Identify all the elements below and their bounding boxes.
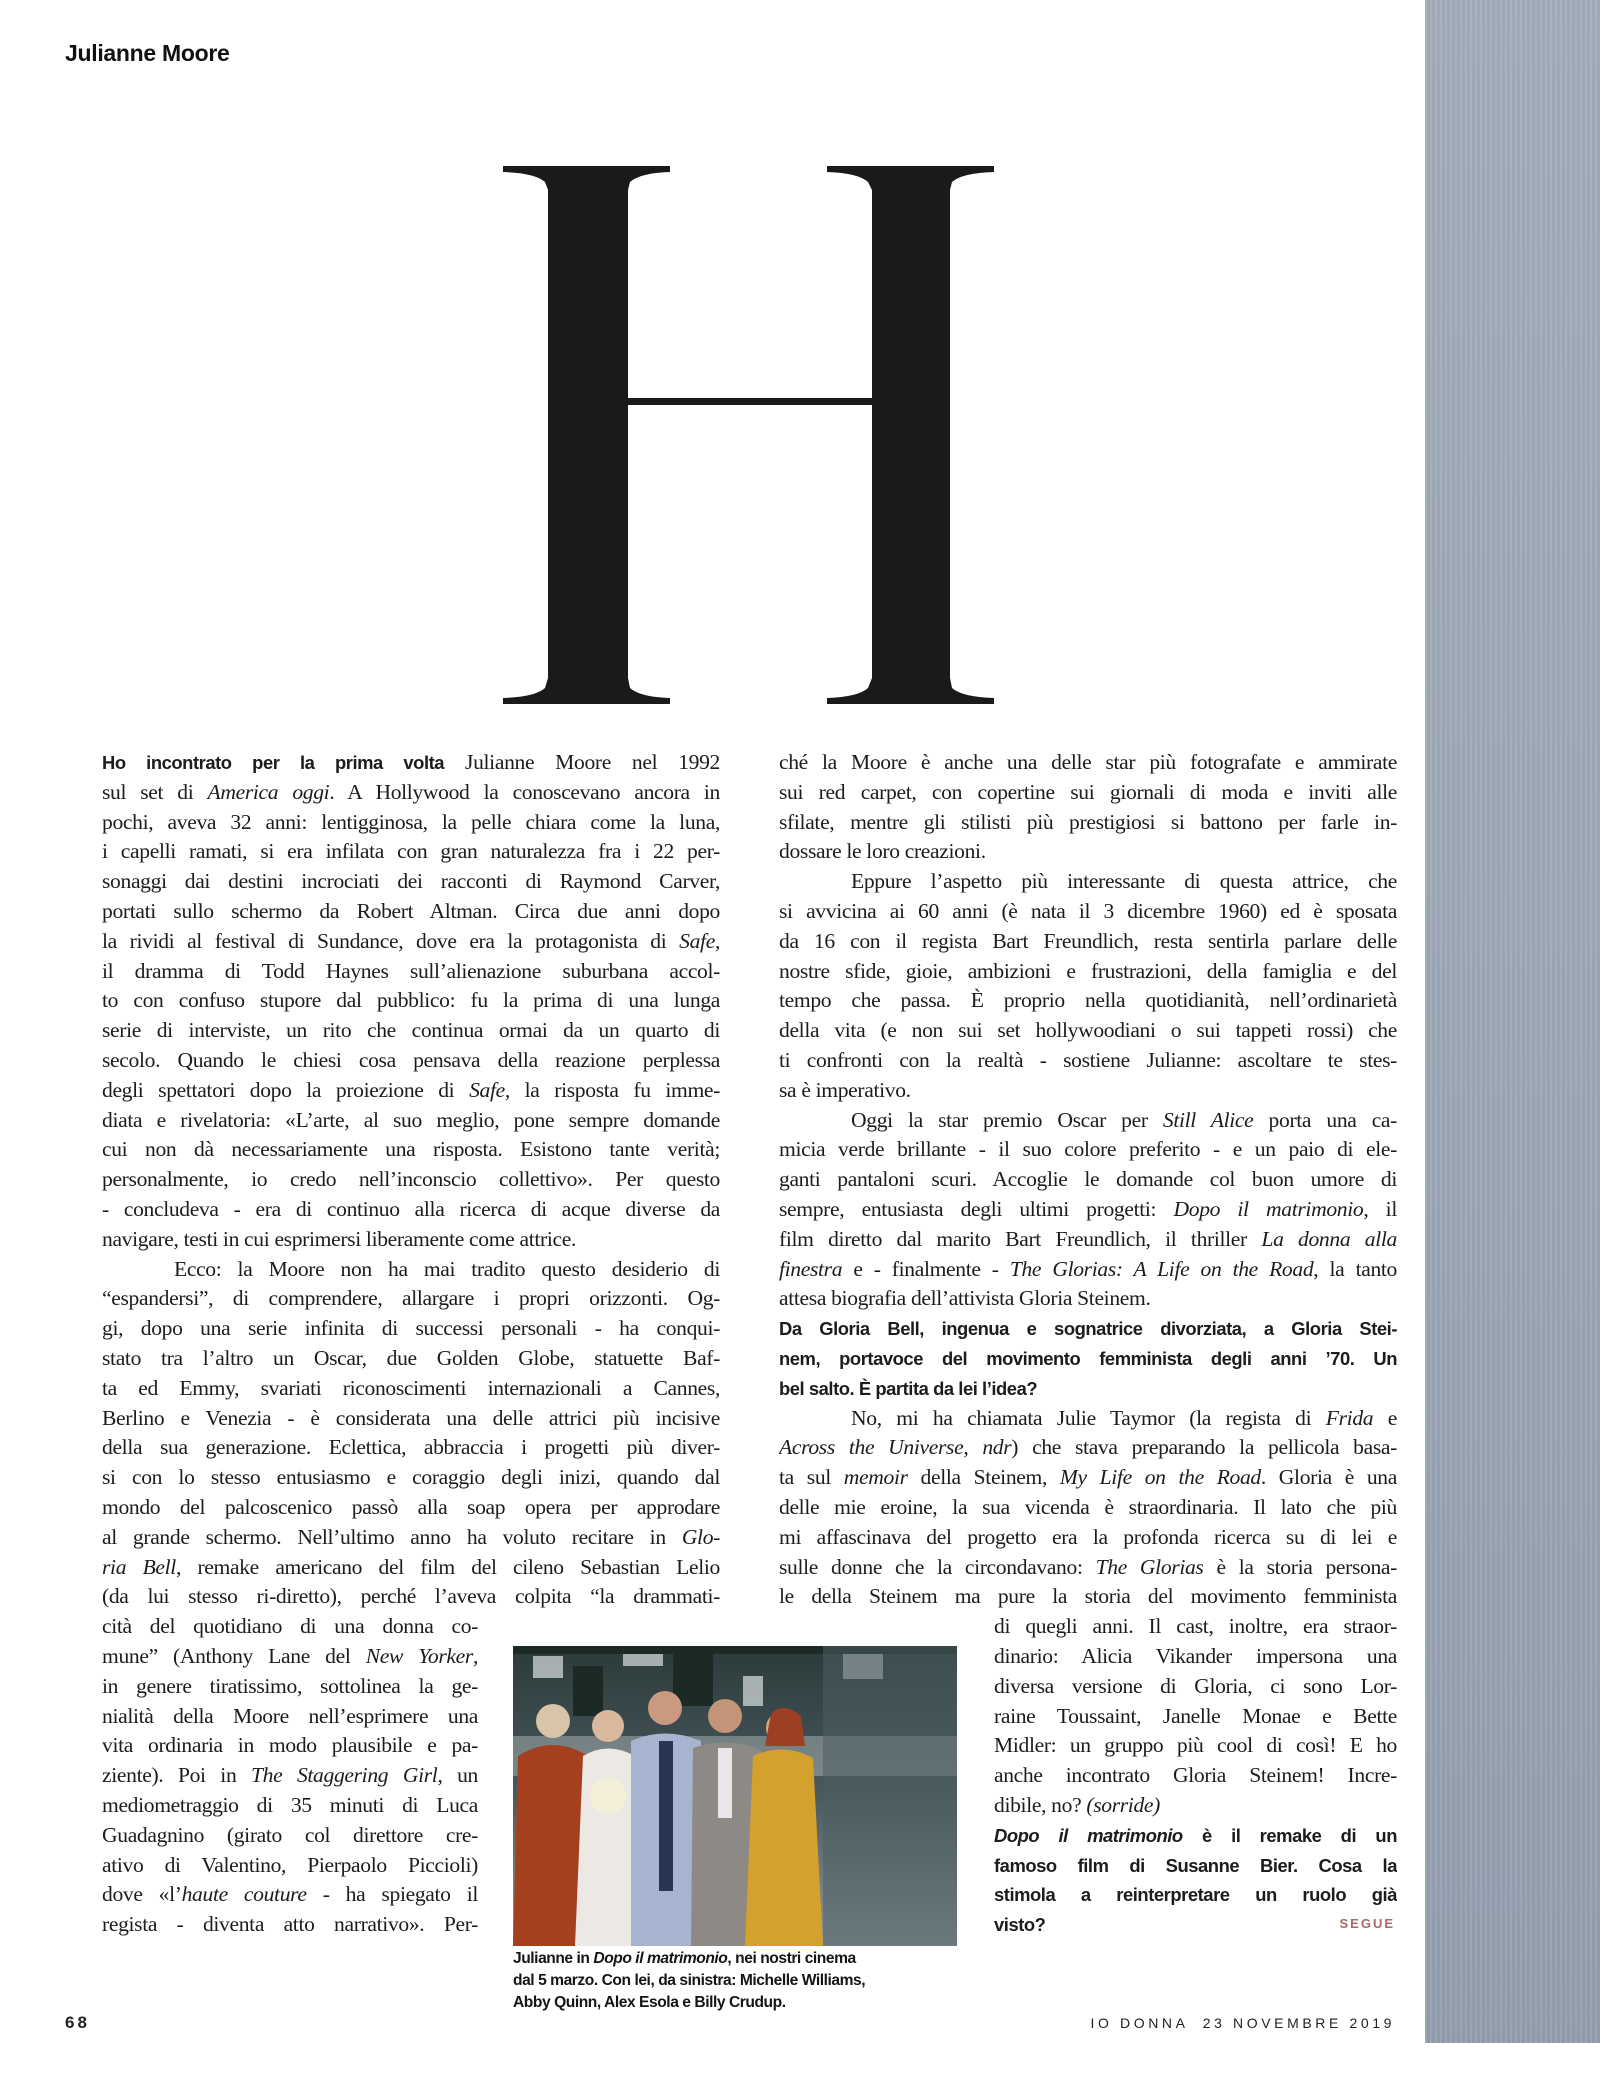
italic-text: Dopo il matrimonio (593, 1950, 728, 1967)
text-line (994, 1760, 1397, 1790)
text-run: è la storia persona- (1203, 1554, 1397, 1579)
text-line (994, 1879, 1397, 1909)
bold-text: visto? (994, 1914, 1046, 1936)
issue-date: IO DONNA 23 NOVEMBRE 2019 (1090, 2015, 1395, 2031)
italic-text: ndr (982, 1435, 1012, 1460)
text-run: degli spettatori dopo la proiezione di (102, 1077, 470, 1102)
italic-text: Across the Universe (779, 1435, 964, 1460)
text-run: cui non dà necessariamente una risposta. Esistono tante verità; (102, 1137, 720, 1162)
italic-text: The Staggering Girl (251, 1763, 438, 1788)
text-run: mi affascinava del progetto era la profonda ricerca su di lei e (779, 1524, 1397, 1549)
italic-text: Frida (1325, 1405, 1374, 1430)
text-run: cità del quotidiano di una donna co- (102, 1614, 478, 1639)
bold-text: Ho incontrato per la prima volta (102, 752, 445, 773)
text-line (779, 1254, 1397, 1284)
text-run: nialità della Moore nell’esprimere una (102, 1703, 478, 1728)
text-line (102, 985, 720, 1015)
text-line (102, 836, 720, 866)
text-run: Julianne Moore nel 1992 (444, 750, 720, 774)
text-run: di quegli anni. Il cast, inoltre, era straor- (994, 1614, 1397, 1639)
text-line (102, 1134, 720, 1164)
text-run: Ecco: la Moore non ha mai tradito questo desiderio di (174, 1256, 720, 1281)
text-line (102, 1701, 478, 1731)
text-run: navigare, testi in cui esprimersi liberamente come attrice. (102, 1226, 577, 1251)
text-run: ganti pantaloni scuri. Accoglie le domande col buon umore di (779, 1167, 1397, 1192)
text-run: sonaggi dai destini incrociati dei racconti di Raymond Carver, (102, 869, 720, 894)
text-run: sfilate, mentre gli stilisti più prestigiosi si battono per farle in- (779, 809, 1397, 834)
text-run: in genere tiratissimo, sottolinea la ge- (102, 1673, 478, 1698)
running-head: Julianne Moore (65, 40, 230, 66)
italic-text: Dopo il matrimonio (1173, 1197, 1364, 1221)
bold-text: bel salto. È partita da lei l’idea? (779, 1377, 1038, 1399)
italic-text: (sorride) (1086, 1793, 1160, 1817)
text-run: dal 5 marzo. Con lei, da sinistra: Michelle Williams, (513, 1972, 866, 1989)
text-run: personalmente, io credo nell’inconscio collettivo». Per questo (102, 1167, 720, 1192)
text-run: e - finalmente - (842, 1256, 1010, 1281)
text-run: , il (1363, 1197, 1397, 1221)
text-run: il dramma di Todd Haynes sull’alienazione suburbana accol- (102, 958, 720, 983)
text-run: “espandersi”, di comprendere, allargare i propri orizzonti. Og- (102, 1286, 720, 1311)
italic-text: My Life on the Road (1059, 1465, 1261, 1490)
text-line (779, 1134, 1397, 1164)
text-run: film diretto dal marito Bart Freundlich, il thriller (779, 1226, 1262, 1251)
text-run: , (963, 1435, 983, 1460)
text-run: ziente). Poi in (102, 1763, 252, 1788)
italic-text: Still Alice (1162, 1107, 1254, 1132)
text-run: i capelli ramati, si era infilata con gran naturalezza fra i 22 per- (102, 839, 720, 864)
text-line (779, 1194, 1397, 1224)
text-run: sul set di (102, 779, 208, 804)
text-run: Guadagnino (girato col direttore cre- (102, 1822, 478, 1847)
text-run: della Steinem, (907, 1465, 1060, 1490)
text-line (102, 1879, 478, 1909)
text-line (779, 1552, 1397, 1582)
text-line (779, 866, 1397, 896)
text-run: , (472, 1644, 478, 1668)
italic-text: Glo- (681, 1524, 720, 1549)
text-run: serie di interviste, un rito che continua ormai da un quarto di (102, 1018, 720, 1043)
italic-text: The Glorias: A Life on the Road (1009, 1256, 1314, 1281)
text-line (779, 777, 1397, 807)
italic-text: memoir (843, 1465, 908, 1490)
italic-text: La donna alla (1261, 1226, 1397, 1251)
text-line (102, 866, 720, 896)
text-run: Abby Quinn, Alex Esola e Billy Crudup. (513, 1994, 786, 2011)
continued-label: SEGUE (1339, 1916, 1395, 1931)
text-run: diversa versione di Gloria, ci sono Lor- (994, 1673, 1397, 1698)
text-line (102, 1105, 720, 1135)
text-line (779, 1105, 1397, 1135)
bold-text: nem, portavoce del movimento femminista degli anni ’70. Un (779, 1348, 1397, 1369)
text-run: No, mi ha chiamata Julie Taymor (la regista di (851, 1405, 1326, 1430)
text-run: al grande schermo. Nell’ultimo anno ha voluto recitare in (102, 1524, 682, 1549)
text-line (102, 807, 720, 837)
text-line (102, 1790, 478, 1820)
text-run: , la tanto (1313, 1256, 1397, 1281)
text-line (779, 1313, 1397, 1343)
text-line (779, 956, 1397, 986)
text-run: pochi, aveva 32 anni: lentigginosa, la pelle chiara come la luna, (102, 809, 720, 834)
text-run: micia verde brillante - il suo colore preferito - e un paio di ele- (779, 1137, 1397, 1162)
text-run: secolo. Quando le chiesi cosa pensava della reazione perplessa (102, 1048, 720, 1072)
bold-text: Da Gloria Bell, ingenua e sognatrice divorziata, a Gloria Stei- (779, 1318, 1397, 1340)
bold-text: famoso film di Susanne Bier. Cosa la (994, 1854, 1397, 1876)
text-run: e (1373, 1405, 1397, 1430)
text-run: mune” (Anthony Lane del (102, 1644, 366, 1668)
text-line (102, 956, 720, 986)
text-line (779, 1462, 1397, 1492)
photo-caption (513, 1948, 973, 2014)
text-line (994, 1730, 1397, 1760)
text-run: nostre sfide, gioie, ambizioni e frustrazioni, della famiglia e del (779, 958, 1397, 983)
text-line (102, 1254, 720, 1284)
text-line (102, 1641, 478, 1671)
text-run: le della Steinem ma pure la storia del movimento femminista (779, 1584, 1397, 1609)
text-line (102, 1313, 720, 1343)
text-line (102, 1462, 720, 1492)
text-line (779, 1283, 1397, 1313)
text-run: . Gloria è una (1260, 1465, 1397, 1490)
text-line (102, 1909, 478, 1939)
text-run: . A Hollywood la conoscevano ancora in (329, 779, 720, 804)
text-line (994, 1701, 1397, 1731)
text-run: mondo del palcoscenico passò alla soap opera per approdare (102, 1495, 720, 1519)
italic-text: Safe (469, 1077, 505, 1102)
text-run: dove «l’ (102, 1882, 182, 1907)
text-run: , nei nostri cinema (727, 1950, 856, 1967)
italic-text: haute couture (181, 1882, 307, 1907)
text-line (102, 1522, 720, 1552)
text-line (102, 1820, 478, 1850)
text-line (102, 1015, 720, 1045)
text-run: ta ed Emmy, svariati riconoscimenti internazionali a Cannes, (102, 1375, 720, 1400)
text-run: sulle donne che la circondavano: (779, 1554, 1096, 1579)
italic-text: The Glorias (1095, 1554, 1204, 1579)
text-line (779, 747, 1397, 777)
text-line (994, 1790, 1397, 1820)
text-line (102, 1343, 720, 1373)
bold-text: Dopo il matrimonio (994, 1824, 1183, 1846)
text-run: Eppure l’aspetto più interessante di questa attrice, che (851, 869, 1397, 894)
text-run: sempre, entusiasta degli ultimi progetti: (779, 1197, 1174, 1221)
bold-text: stimola a reinterpretare un ruolo già (994, 1884, 1397, 1906)
text-run: da 16 con il regista Bart Freundlich, resta sentirla parlare delle (779, 928, 1397, 953)
text-line (779, 807, 1397, 837)
text-line (102, 1492, 720, 1522)
italic-text: finestra (779, 1256, 843, 1281)
text-run: ta sul (779, 1465, 844, 1490)
text-line (779, 1581, 1397, 1611)
side-color-band (1425, 0, 1600, 2043)
text-line (779, 926, 1397, 956)
text-line (779, 896, 1397, 926)
text-line (102, 896, 720, 926)
text-line (994, 1909, 1397, 1939)
text-line (102, 1760, 478, 1790)
text-line (102, 926, 720, 956)
text-line (779, 836, 1397, 866)
text-run: raine Toussaint, Janelle Monae e Bette (994, 1703, 1397, 1728)
text-line (102, 1283, 720, 1313)
text-run: si con lo stesso entusiasmo e coraggio degli inizi, quando dal (102, 1465, 720, 1490)
caption-line (513, 1970, 973, 1992)
text-line (779, 1432, 1397, 1462)
text-run: ché la Moore è anche una delle star più fotografate e ammirate (779, 750, 1397, 774)
text-line (994, 1641, 1397, 1671)
text-line (779, 1015, 1397, 1045)
italic-text: ria Bell (102, 1554, 176, 1579)
text-line (102, 1194, 720, 1224)
text-line (102, 1581, 720, 1611)
text-line (102, 1552, 720, 1582)
text-run: - concludeva - era di continuo alla ricerca di acque diverse da (102, 1197, 720, 1221)
text-line (779, 1045, 1397, 1075)
text-run: Julianne in (513, 1950, 594, 1967)
text-line (102, 1611, 478, 1641)
text-run: - ha spiegato il (306, 1882, 478, 1907)
text-run: della vita (e non sui set hollywoodiani o sui tappeti rossi) che (779, 1018, 1397, 1043)
text-run: , remake americano del film del cileno Sebastian Lelio (175, 1554, 720, 1579)
text-run: portati sullo schermo da Robert Altman. Circa due anni dopo (102, 899, 720, 923)
text-run: delle mie eroine, la sua vicenda è straordinaria. Il lato che più (779, 1495, 1397, 1519)
italic-text: Safe (679, 928, 715, 953)
text-run: (da lui stesso ri-diretto), perché l’aveva colpita “la drammati- (102, 1584, 720, 1609)
text-line (779, 1403, 1397, 1433)
text-run: ) che stava preparando la pellicola basa- (1011, 1435, 1397, 1460)
bold-text: è il remake di un (1182, 1824, 1397, 1846)
text-line (102, 747, 720, 777)
text-line (102, 1850, 478, 1880)
page-number: 68 (65, 2013, 90, 2032)
text-run: anche incontrato Gloria Steinem! Incre- (994, 1763, 1397, 1788)
text-line (102, 1671, 478, 1701)
text-line (102, 1403, 720, 1433)
text-run: ativo di Valentino, Pierpaolo Piccioli) (102, 1852, 478, 1877)
text-run: la rividi al festival di Sundance, dove era la protagonista di (102, 928, 680, 953)
text-line (994, 1611, 1397, 1641)
text-run: attesa biografia dell’attivista Gloria Steinem. (779, 1286, 1151, 1311)
text-run: dibile, no? (994, 1793, 1087, 1817)
text-run: stato tra l’altro un Oscar, due Golden Globe, statuette Baf- (102, 1346, 720, 1370)
text-line (102, 1164, 720, 1194)
text-line (102, 1224, 720, 1254)
text-line (779, 1522, 1397, 1552)
text-run: diata e rivelatoria: «L’arte, al suo meglio, pone sempre domande (102, 1107, 720, 1132)
text-line (779, 1224, 1397, 1254)
text-line (994, 1820, 1397, 1850)
text-run: dossare le loro creazioni. (779, 839, 986, 864)
text-run: , la risposta fu imme- (504, 1077, 720, 1102)
text-run: regista - diventa atto narrativo». Per- (102, 1912, 478, 1937)
text-line (779, 1343, 1397, 1373)
caption-line (513, 1948, 973, 1970)
italic-text: New Yorker (365, 1644, 473, 1668)
text-line (779, 1075, 1397, 1105)
text-run: , un (437, 1763, 478, 1788)
text-run: Oggi la star premio Oscar per (851, 1107, 1163, 1132)
text-line (102, 1075, 720, 1105)
text-line (779, 1164, 1397, 1194)
text-line (779, 1373, 1397, 1403)
text-line (102, 1045, 720, 1075)
text-run: to con confuso stupore dal pubblico: fu la prima di una lunga (102, 988, 720, 1013)
text-line (994, 1850, 1397, 1880)
text-line (779, 1492, 1397, 1522)
text-run: dinario: Alicia Vikander impersona una (994, 1644, 1397, 1668)
text-line (102, 1373, 720, 1403)
text-line (779, 985, 1397, 1015)
text-run: della sua generazione. Eclettica, abbraccia i progetti più diver- (102, 1435, 720, 1460)
text-line (102, 1730, 478, 1760)
text-run: sa è imperativo. (779, 1077, 911, 1102)
text-run: sui red carpet, con copertine sui giornali di moda e inviti alle (779, 779, 1397, 804)
text-run: , (714, 928, 720, 953)
caption-line (513, 1992, 973, 2014)
drop-letter-h (500, 160, 1000, 710)
text-run: Midler: un gruppo più cool di così! E ho (994, 1733, 1397, 1758)
text-run: mediometraggio di 35 minuti di Luca (102, 1793, 478, 1817)
text-run: Berlino e Venezia - è considerata una delle attrici più incisive (102, 1405, 720, 1430)
italic-text: America oggi (207, 779, 330, 804)
text-run: tempo che passa. È proprio nella quotidianità, nell’ordinarietà (779, 988, 1397, 1013)
text-line (102, 1432, 720, 1462)
film-still-photo (513, 1646, 957, 1946)
text-run: porta una ca- (1253, 1107, 1397, 1132)
text-run: si avvicina ai 60 anni (è nata il 3 dicembre 1960) ed è sposata (779, 899, 1397, 923)
text-run: vita ordinaria in modo plausibile e pa- (102, 1733, 478, 1758)
text-line (994, 1671, 1397, 1701)
text-line (102, 777, 720, 807)
text-run: ti confronti con la realtà - sostiene Julianne: ascoltare te stes- (779, 1048, 1397, 1072)
text-run: gi, dopo una serie infinita di successi personali - ha conqui- (102, 1316, 720, 1341)
